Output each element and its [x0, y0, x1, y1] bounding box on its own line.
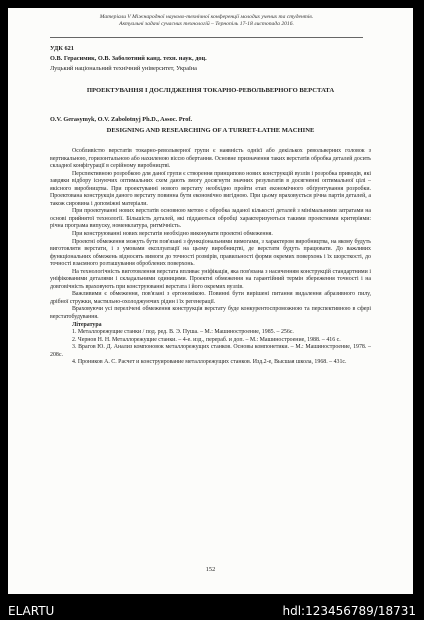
header-divider	[50, 37, 363, 38]
affiliation: Луцький національний технічний університет, Україна	[50, 65, 197, 72]
paragraph: Перспективною розробкою для даної групи є створення принципово нових конструкцій вузлів і розробка приводів, які завдяки відбору існуючих оптимальних схем дають змогу досягнути значних результатів в досягненні оптимальної цілі – якісного виробництва. При проектуванні нового верстату необхідно пройти етап економічного обґрунтування розробки. Проектована конструкція даного верстату повинна бути економічно вигідною. При цьому враховується річна партія деталей, а також сировина і допоміжні матеріали.	[50, 170, 371, 207]
paragraph: Проектні обмеження можуть бути пов'язані з функціональними вимогами, з характером виробництва, на якому будуть виготовляти верстати, і з умовами експлуатації на цьому виробництві, де верстати будуть працювати. До важливих функціональних обмежень відносять вимоги до точності розмірів, правильності форми окремих поверхонь і їх шорсткості, до точності взаємного розташування оброблених поверхонь.	[50, 238, 371, 268]
udk-code: УДК 621	[50, 45, 74, 52]
title-ukrainian: ПРОЕКТУВАННЯ І ДОСЛІДЖЕННЯ ТОКАРНО-РЕВОЛЬВЕРНОГО ВЕРСТАТА	[86, 87, 335, 94]
reference-list	[50, 329, 371, 367]
conference-header-line-2: Актуальні задачі сучасних технологій – Тернопіль 17-18 листопада 2016.	[119, 21, 294, 27]
paragraph: На технологічність виготовлення верстата впливає уніфікація, яка пов'язана з насиченням конструкцій стандартними і уніфікованими деталями і складальними одиницями. Проектні обмеження на гарантійний термін збереження точності і на довговічність враховують при конструюванні верстата і його окремих вузлів.	[50, 268, 371, 290]
conference-header-line-1: Матеріали V Міжнародної науково-технічної конференції молодих учених та студентів.	[99, 14, 314, 20]
reference-item: 3. Врагов Ю. Д. Анализ компоновок металлорежущих станков. Основы компонетики. – М.: Машиностроение, 1978. – 208с.	[50, 344, 371, 358]
page-number: 152	[205, 566, 216, 573]
authors-ukrainian: О.В. Герасимик, О.В. Заболотний канд. техн. наук, доц.	[50, 55, 207, 62]
paragraph: Важливими є обмеження, пов'язані з ергономікою. Повинні бути вирішені питання видалення абразивного пилу, дрібної стружки, мастильно-охолоджуючих рідин і їх регенерації.	[50, 291, 371, 305]
authors-english: O.V. Gerasymyk, O.V. Zabolotnyj Ph.D., Assoc. Prof.	[50, 116, 193, 123]
conference-header	[50, 14, 363, 28]
repository-label: ELARTU	[8, 604, 55, 618]
document-page	[8, 8, 413, 594]
paragraph: Особливістю верстатів токарно-револьверної групи є наявність однієї або декількох револьверних головок з вертикальною, горизонтальною або нахиленою віссю обертання. Основне призначення таких верстатів обробка деталей досить складної конфігурації в серійному виробництві.	[50, 148, 371, 170]
reference-item: 4. Проников А. С. Расчет и конструирование металлорежущих станков. Изд.2-е, Высшая школа, 1968. – 431с.	[72, 359, 347, 366]
title-english: DESIGNING AND RESEARCHING OF A TURRET-LATHE MACHINE	[106, 127, 315, 134]
reference-item: 1. Металлорежущие станки / под. ред. В. Э. Пуша. – М.: Машиностроение, 1985. – 256с.	[72, 329, 294, 336]
paragraph: При конструюванні нових верстатів необхідно виконувати проектні обмеження.	[72, 231, 273, 238]
literature-heading: Література	[72, 321, 102, 328]
paragraph: Враховуючи усі перелічені обмеження конструкція верстату буде конкурентоспроможною та перспективною в сфері верстатобудування.	[50, 306, 371, 321]
paragraph: При проектуванні нових верстатів основною метою є обробка заданої кількості деталей з мінімальними затратами на основі прийнятої технології. Більшість деталей, які піддаються обробці характеризуються такими проектними критеріями: річна програма випуску, номенклатура, ритмічність.	[50, 208, 371, 230]
handle-identifier: hdl:123456789/18731	[282, 604, 416, 618]
article-body	[50, 148, 371, 367]
reference-item: 2. Чернов Н. Н. Металлорежущие станки. – 4-е. изд., перераб. и доп. – М.: Машиностроение, 1988. – 416 с.	[72, 336, 341, 343]
